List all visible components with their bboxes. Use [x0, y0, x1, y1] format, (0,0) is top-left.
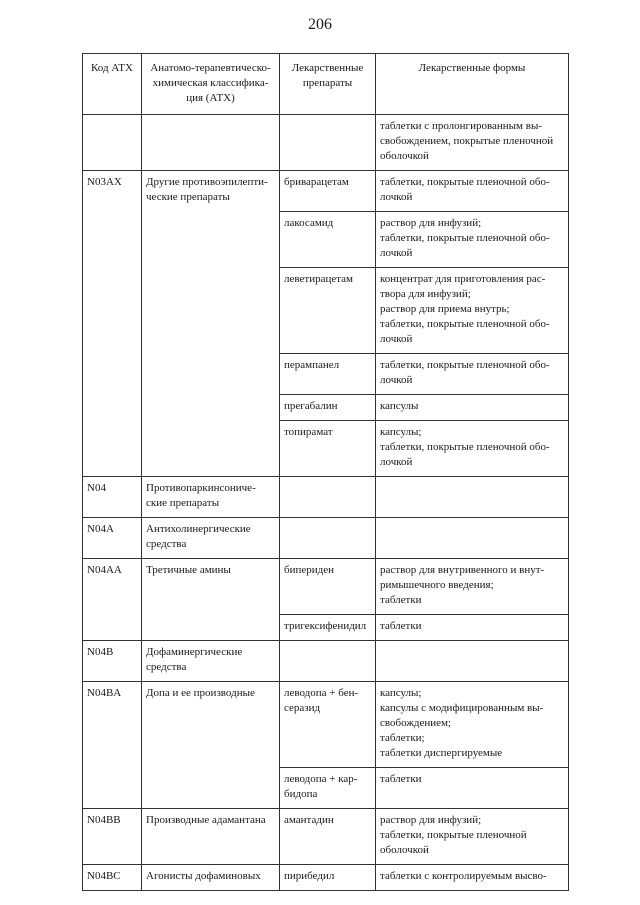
text-line: концентрат для приготовления рас- [380, 273, 546, 285]
text-line: капсулы; [380, 687, 422, 699]
text-line: средства [146, 538, 187, 550]
text-line: Дофаминергические [146, 646, 243, 658]
text-line: свобождением, покрытые пленочной [380, 135, 554, 147]
text-line: препараты [302, 77, 353, 89]
text-line: лочкой [380, 333, 413, 345]
forms-cell [376, 171, 569, 212]
table-row [83, 809, 569, 865]
forms-cell [376, 212, 569, 268]
drug-cell [280, 615, 376, 641]
header-drugs [280, 54, 376, 115]
drug-cell [280, 268, 376, 354]
classification-cell [142, 559, 280, 641]
drug-cell [280, 477, 376, 518]
drug-cell [280, 641, 376, 682]
code-cell: N04AA [83, 559, 142, 641]
text-line: амантадин [284, 814, 334, 826]
text-line: Анатомо-терапевтическо- [150, 62, 271, 74]
classification-cell [142, 641, 280, 682]
text-line: лочкой [380, 247, 413, 259]
drug-cell [280, 682, 376, 768]
text-line: Производные адамантана [146, 814, 266, 826]
drug-cell [280, 354, 376, 395]
text-line: капсулы [380, 400, 419, 412]
table-row [83, 115, 569, 171]
text-line: раствор для внутривенного и внут- [380, 564, 545, 576]
text-line: свобождением; [380, 717, 452, 729]
text-line: перампанел [284, 359, 340, 371]
text-line: Лекарственные формы [418, 62, 526, 74]
text-line: Противопаркинсониче- [146, 482, 256, 494]
text-line: раствор для приема внутрь; [380, 303, 510, 315]
forms-cell [376, 768, 569, 809]
text-line: капсулы с модифицированным вы- [380, 702, 544, 714]
text-line: топирамат [284, 426, 333, 438]
text-line: химическая классифика- [152, 77, 269, 89]
code-cell: N04 [83, 477, 142, 518]
text-line: таблетки, покрытые пленочной обо- [380, 232, 550, 244]
text-line: ция (АТХ) [186, 92, 235, 104]
text-line: оболочкой [380, 844, 429, 856]
header-forms [376, 54, 569, 115]
text-line: таблетки [380, 773, 422, 785]
header-code [83, 54, 142, 115]
classification-cell [142, 809, 280, 865]
code-cell: N04BC [83, 865, 142, 891]
code-cell [83, 115, 142, 171]
atc-table [82, 53, 569, 891]
forms-cell [376, 682, 569, 768]
text-line: лакосамид [284, 217, 334, 229]
drug-cell [280, 559, 376, 615]
classification-cell [142, 115, 280, 171]
text-line: леводопа + бен- [284, 687, 359, 699]
forms-cell [376, 354, 569, 395]
text-line: тригексифенидил [284, 620, 367, 632]
text-line: Агонисты дофаминовых [146, 870, 261, 882]
forms-cell [376, 395, 569, 421]
classification-cell [142, 171, 280, 477]
text-line: таблетки; [380, 732, 425, 744]
text-line: римышечного введения; [380, 579, 494, 591]
text-line: таблетки, покрытые пленочной обо- [380, 359, 550, 371]
forms-cell [376, 477, 569, 518]
header-classification [142, 54, 280, 115]
code-cell: N04B [83, 641, 142, 682]
text-line: бриварацетам [284, 176, 349, 188]
table-row [83, 641, 569, 682]
text-line: таблетки диспергируемые [380, 747, 503, 759]
forms-cell [376, 559, 569, 615]
drug-cell [280, 171, 376, 212]
text-line: бипериден [284, 564, 335, 576]
text-line: лочкой [380, 374, 413, 386]
drug-cell [280, 395, 376, 421]
text-line: раствор для инфузий; [380, 814, 482, 826]
drug-cell [280, 518, 376, 559]
text-line: таблетки [380, 620, 422, 632]
table-row [83, 682, 569, 768]
code-cell: N04BA [83, 682, 142, 809]
classification-cell [142, 865, 280, 891]
forms-cell [376, 268, 569, 354]
code-cell: N04BB [83, 809, 142, 865]
text-line: твора для инфузий; [380, 288, 471, 300]
text-line: таблетки [380, 594, 422, 606]
code-cell: N04A [83, 518, 142, 559]
text-line: капсулы; [380, 426, 422, 438]
text-line: таблетки, покрытые пленочной обо- [380, 441, 550, 453]
text-line: леводопа + кар- [284, 773, 358, 785]
drug-cell [280, 865, 376, 891]
text-line: ческие препараты [146, 191, 230, 203]
text-line: ские препараты [146, 497, 220, 509]
classification-cell [142, 477, 280, 518]
text-line: оболочкой [380, 150, 429, 162]
drug-cell [280, 212, 376, 268]
text-line: таблетки, покрытые пленочной обо- [380, 318, 550, 330]
text-line: Другие противоэпилепти- [146, 176, 268, 188]
text-line: раствор для инфузий; [380, 217, 482, 229]
text-line: таблетки с контролируемым высво- [380, 870, 547, 882]
table-row [83, 477, 569, 518]
table-row [83, 559, 569, 615]
text-line: таблетки, покрытые пленочной обо- [380, 176, 550, 188]
table-row [83, 865, 569, 891]
text-line: таблетки, покрытые пленочной [380, 829, 527, 841]
drug-cell [280, 809, 376, 865]
forms-cell [376, 615, 569, 641]
drug-cell [280, 768, 376, 809]
table-header-row [83, 54, 569, 115]
text-line: таблетки с пролонгированным вы- [380, 120, 543, 132]
text-line: Антихолинергические [146, 523, 251, 535]
table-row [83, 171, 569, 212]
drug-cell [280, 115, 376, 171]
forms-cell [376, 809, 569, 865]
text-line: Третичные амины [146, 564, 231, 576]
text-line: Допа и ее производные [146, 687, 255, 699]
text-line: Лекарственные [291, 62, 364, 74]
forms-cell [376, 865, 569, 891]
text-line: лочкой [380, 456, 413, 468]
forms-cell [376, 518, 569, 559]
text-line: лочкой [380, 191, 413, 203]
page-number: 206 [308, 16, 332, 33]
text-line: леветирацетам [284, 273, 354, 285]
text-line: прегабалин [284, 400, 338, 412]
text-line: пирибедил [284, 870, 335, 882]
forms-cell [376, 421, 569, 477]
table-row [83, 518, 569, 559]
forms-cell [376, 641, 569, 682]
text-line: средства [146, 661, 187, 673]
text-line: Код АТХ [91, 62, 133, 74]
drug-cell [280, 421, 376, 477]
text-line: бидопа [284, 788, 318, 800]
classification-cell [142, 518, 280, 559]
code-cell: N03AX [83, 171, 142, 477]
text-line: серазид [284, 702, 321, 714]
forms-cell [376, 115, 569, 171]
classification-cell [142, 682, 280, 809]
